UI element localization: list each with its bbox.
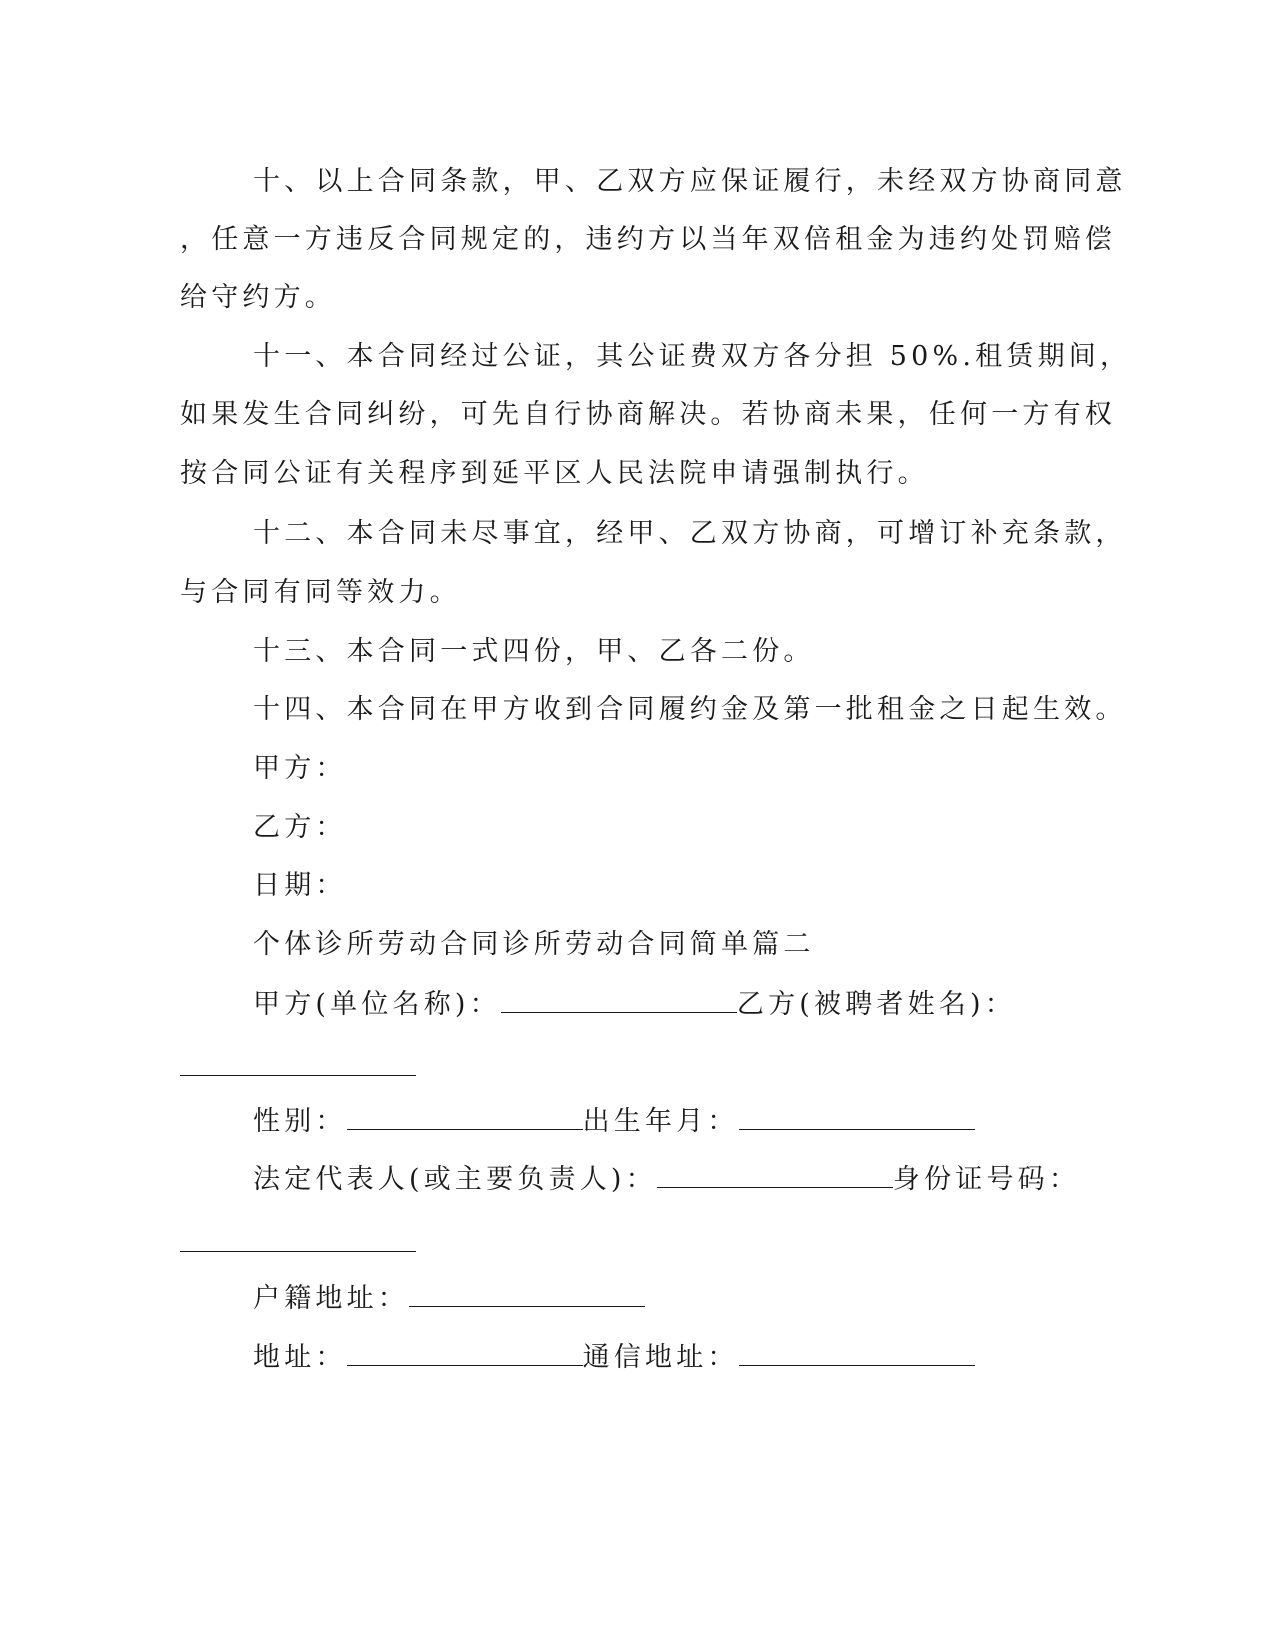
birth-blank bbox=[739, 1105, 975, 1130]
household-address-blank bbox=[409, 1282, 645, 1307]
section-title: 个体诊所劳动合同诊所劳动合同简单篇二 bbox=[253, 929, 815, 960]
clause-12-line-2: 与合同有同等效力。 bbox=[180, 577, 461, 608]
clause-13: 十三、本合同一式四份，甲、乙各二份。 bbox=[253, 636, 815, 667]
mailing-address-label: 通信地址： bbox=[582, 1342, 739, 1373]
birth-label: 出生年月： bbox=[582, 1106, 739, 1137]
household-row bbox=[253, 1282, 645, 1316]
mailing-address-blank bbox=[739, 1341, 975, 1366]
address-blank bbox=[347, 1341, 583, 1366]
id-number-blank bbox=[180, 1251, 416, 1252]
legal-rep-row bbox=[253, 1163, 1080, 1197]
party-a-row bbox=[253, 988, 1016, 1022]
gender-blank bbox=[347, 1105, 583, 1130]
party-a-unit-blank bbox=[501, 988, 737, 1013]
gender-label: 性别： bbox=[253, 1106, 347, 1137]
clause-12-line-1: 十二、本合同未尽事宜，经甲、乙双方协商，可增订补充条款， bbox=[253, 518, 1127, 549]
gender-birth-row bbox=[253, 1105, 975, 1139]
clause-10-line-2: ，任意一方违反合同规定的，违约方以当年双倍租金为违约处罚赔偿 bbox=[180, 224, 1116, 255]
address-label: 地址： bbox=[253, 1342, 347, 1373]
date-label: 日期： bbox=[253, 870, 347, 901]
party-a-unit-label: 甲方(单位名称)： bbox=[253, 989, 501, 1020]
party-b-signature-label: 乙方： bbox=[253, 812, 347, 843]
legal-rep-label: 法定代表人(或主要负责人)： bbox=[253, 1164, 657, 1195]
clause-10-line-3: 给守约方。 bbox=[180, 282, 336, 313]
clause-11-line-3: 按合同公证有关程序到延平区人民法院申请强制执行。 bbox=[180, 458, 929, 489]
party-b-name-label: 乙方(被聘者姓名)： bbox=[736, 989, 1016, 1020]
party-b-name-blank bbox=[180, 1075, 416, 1076]
party-a-signature-label: 甲方： bbox=[253, 753, 347, 784]
clause-10-line-1: 十、以上合同条款，甲、乙双方应保证履行，未经双方协商同意 bbox=[253, 166, 1127, 197]
address-row bbox=[253, 1341, 975, 1375]
clause-14: 十四、本合同在甲方收到合同履约金及第一批租金之日起生效。 bbox=[253, 694, 1127, 725]
legal-rep-blank bbox=[657, 1163, 893, 1188]
clause-11-line-1: 十一、本合同经过公证，其公证费双方各分担 50%.租赁期间， bbox=[253, 341, 1132, 372]
id-number-label: 身份证号码： bbox=[892, 1164, 1081, 1195]
clause-11-line-2: 如果发生合同纠纷，可先自行协商解决。若协商未果，任何一方有权 bbox=[180, 399, 1116, 430]
household-address-label: 户籍地址： bbox=[253, 1283, 409, 1314]
